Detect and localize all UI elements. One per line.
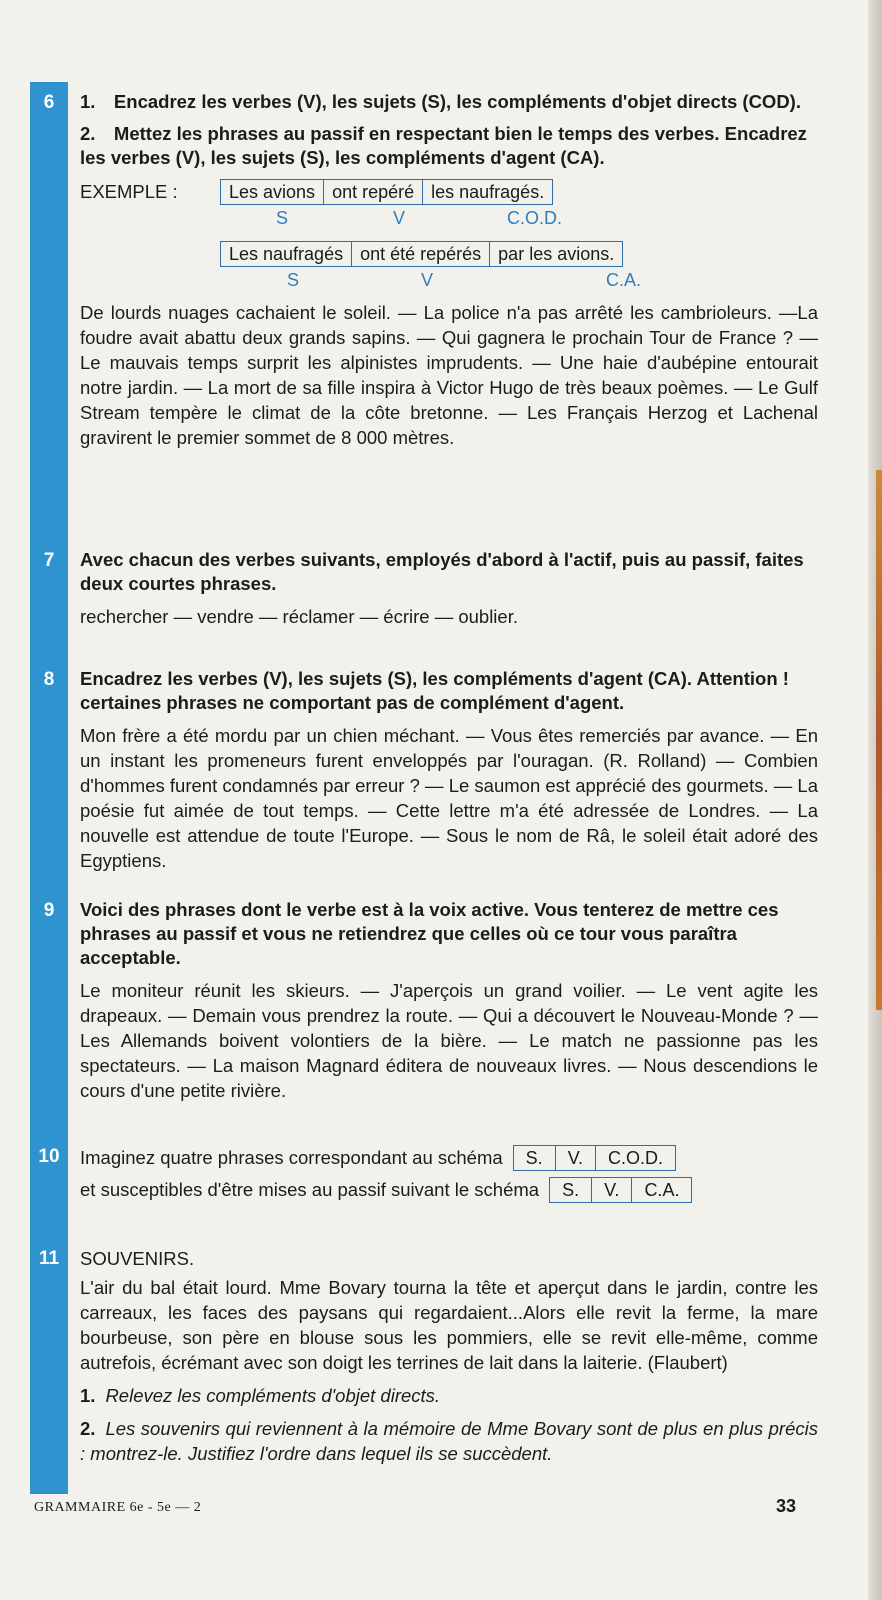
- schema-boxes-cod: [513, 1145, 676, 1171]
- exercise-7: [43, 548, 818, 629]
- box-v: V.: [592, 1178, 632, 1202]
- box-verb: ont été repérés: [352, 242, 490, 266]
- active-labels: [80, 206, 818, 234]
- book-footer: GRAMMAIRE 6e - 5e — 2: [34, 1500, 202, 1515]
- exercise-number: 10: [38, 1146, 60, 1167]
- box-ca: par les avions.: [498, 244, 615, 264]
- box-s: S.: [550, 1178, 592, 1202]
- exercise-number: 11: [38, 1248, 60, 1269]
- schema-line-1: [80, 1142, 818, 1174]
- example-passive-row: [80, 240, 818, 268]
- instruction: Voici des phrases dont le verbe est à la voix active. Vous tenterez de mettre ces phrases au passif et vous ne retiendrez que celles où ce tour vous paraîtra acceptable.: [80, 899, 779, 968]
- page-number: 33: [776, 1496, 797, 1516]
- exercise-title: SOUVENIRS.: [80, 1248, 195, 1269]
- instruction: Avec chacun des verbes suivants, employés d'abord à l'actif, puis au passif, faites deux courtes phrases.: [80, 549, 804, 594]
- exercise-8: [43, 667, 818, 873]
- label-s: S: [276, 208, 289, 228]
- question-number: 2.: [80, 1418, 96, 1439]
- example-active-row: [80, 178, 818, 206]
- exercise-text: Le moniteur réunit les skieurs. — J'aperçois un grand voilier. — Le vent agite les drapeaux. — Demain vous prendrez la route. — Qui a découvert le Nouveau-Monde ? — Les Allemands boivent volontiers de la bière. — Le match ne passionne pas les spectateurs. — La maison Magnard éditera de nouveaux livres. — Nous descendions le cours d'une petite rivière.: [80, 980, 818, 1101]
- exercise-11: [38, 1246, 818, 1466]
- question-text: Relevez les compléments d'objet directs.: [105, 1385, 441, 1406]
- exercise-text: Mon frère a été mordu par un chien méchant. — Vous êtes remerciés par avance. — En un instant les promeneurs furent enveloppés par l'ouragan. (R. Rolland) — Combien d'hommes furent condamnés par erreur ? — Le saumon est apprécié des gourmets. — La poésie fut aimée de tout temps. — Cette lettre m'a été adressée de Londres. — La nouvelle est attendue de toute l'Europe. — Sous le nom de Râ, le soleil était adoré des Egyptiens.: [80, 725, 818, 871]
- box-subject: Les naufragés: [221, 242, 352, 266]
- label-v: V: [393, 208, 406, 228]
- instruction: Encadrez les verbes (V), les sujets (S), les compléments d'agent (CA). Attention ! certaines phrases ne comportant pas de complément d'agent.: [80, 668, 789, 713]
- page-edge-accent: [876, 470, 882, 1010]
- label-s: S: [287, 270, 300, 290]
- label-v: V: [421, 270, 434, 290]
- exercise-text: L'air du bal était lourd. Mme Bovary tourna la tête et aperçut dans le jardin, contre les carreaux, les faces des paysans qui regardaient...Alors elle revit la ferme, la mare bourbeuse, son père en blouse sous les pommiers, elle se revit elle-même, comme autrefois, écrémant avec son doigt les terrines de lait dans la laiterie. (Flaubert): [80, 1277, 818, 1373]
- instruction-2: 2. Mettez les phrases au passif en respectant bien le temps des verbes. Encadrez les verbes (V), les sujets (S), les compléments d'agent (CA).: [80, 123, 807, 168]
- line-text: et susceptibles d'être mises au passif suivant le schéma: [80, 1179, 540, 1200]
- question-1: [80, 1383, 818, 1408]
- box-cod: les naufragés.: [431, 182, 545, 202]
- active-sentence-boxes: [220, 179, 553, 205]
- label-cod: C.O.D.: [507, 208, 563, 228]
- exercise-number: 7: [43, 550, 55, 571]
- passive-labels: [80, 268, 818, 296]
- exercise-number: 6: [43, 92, 55, 113]
- exercise-10: [38, 1142, 818, 1206]
- label-ca: C.A.: [606, 270, 642, 290]
- passive-sentence-boxes: [220, 241, 623, 267]
- example-label: EXEMPLE :: [80, 181, 178, 202]
- instruction-1: 1. Encadrez les verbes (V), les sujets (S), les compléments d'objet directs (COD).: [80, 91, 801, 112]
- question-text: Les souvenirs qui reviennent à la mémoire de Mme Bovary sont de plus en plus précis : montrez-le. Justifiez l'ordre dans lequel ils se succèdent.: [80, 1418, 818, 1464]
- exercise-number-band: [30, 82, 68, 1494]
- exercise-text: rechercher — vendre — réclamer — écrire — oublier.: [80, 606, 518, 627]
- box-v: V.: [556, 1146, 596, 1170]
- schema-line-2: [80, 1174, 818, 1206]
- line-text: Imaginez quatre phrases correspondant au schéma: [80, 1147, 503, 1168]
- box-s: S.: [514, 1146, 556, 1170]
- exercise-text: De lourds nuages cachaient le soleil. — La police n'a pas arrêté les cambrioleurs. —La foudre avait abattu deux grands sapins. — Qui gagnera le prochain Tour de France ? — Le mauvais temps surprit les alpinistes imprudents. — Une haie d'aubépine entourait notre jardin. — La mort de sa fille inspira à Victor Hugo de très beaux poèmes. — Le Gulf Stream tempère le climat de la côte bretonne. — Les Français Herzog et Lachenal gravirent le premier sommet de 8 000 mètres.: [80, 302, 818, 448]
- box-cod: C.O.D.: [608, 1148, 664, 1168]
- box-ca: C.A.: [644, 1180, 680, 1200]
- exercise-number: 9: [43, 900, 55, 921]
- question-2: [80, 1416, 818, 1466]
- exercise-9: [43, 898, 818, 1103]
- question-number: 1.: [80, 1385, 96, 1406]
- exercise-6: [43, 90, 818, 450]
- box-verb: ont repéré: [324, 180, 423, 204]
- box-subject: Les avions: [221, 180, 324, 204]
- exercise-number: 8: [43, 669, 55, 690]
- schema-boxes-ca: [549, 1177, 692, 1203]
